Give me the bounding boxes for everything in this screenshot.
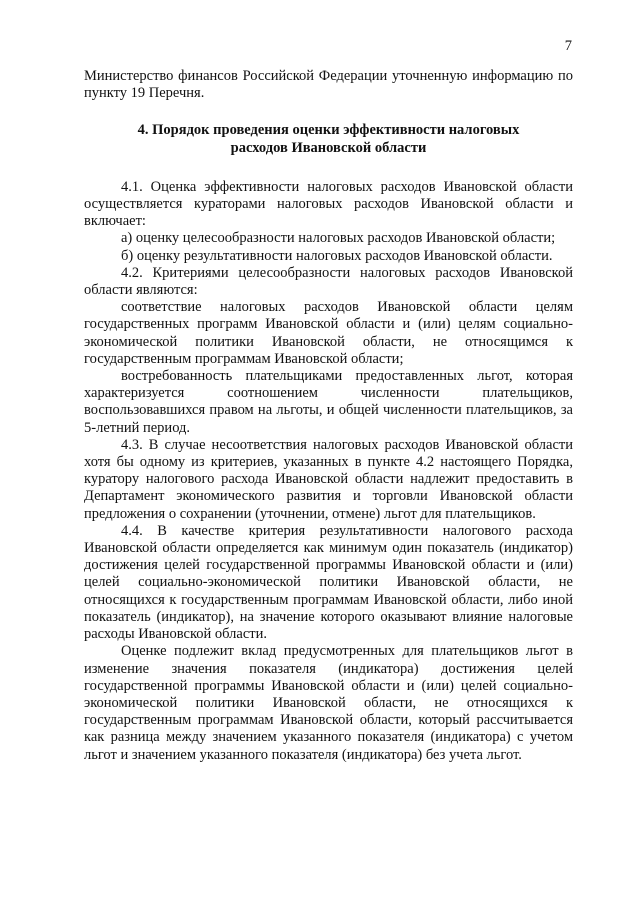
list-item-b: б) оценку результативности налоговых расходов Ивановской области.	[121, 247, 553, 264]
section-title-line-2: расходов Ивановской области	[230, 139, 427, 156]
page-number: 7	[564, 38, 572, 54]
criterion-demand: востребованность плательщиками предоставленных льгот, которая характеризуется соотношением численности плательщиков, воспользовавшихся правом на льготы, и общей численности плательщиков, за 5-летний период.	[84, 368, 573, 436]
paragraph-4-3: 4.3. В случае несоответствия налоговых расходов Ивановской области хотя бы одному из критериев, указанных в пункте 4.2 настоящего Порядка, куратору налогового расхода Ивановской области надлежит предоставить в Департамент экономического развития и торговли Ивановской области предложения о сохранении (уточнении, отмене) льгот для плательщиков.	[84, 436, 573, 522]
paragraph-4-2: 4.2. Критериями целесообразности налоговых расходов Ивановской области являются:	[84, 264, 573, 299]
intro-paragraph: Министерство финансов Российской Федерации уточненную информацию по пункту 19 Перечня.	[84, 68, 573, 102]
paragraph-assessment: Оценке подлежит вклад предусмотренных для плательщиков льгот в изменение значения показателя (индикатора) достижения целей государственной программы Ивановской области и (или) целей социально-экономической политики Ивановской области, не относящихся к государственным программам Ивановской области, который рассчитывается как разница между значением указанного показателя (индикатора) с учетом льгот и значением указанного показателя (индикатора) без учета льгот.	[84, 643, 573, 763]
list-item-a: а) оценку целесообразности налоговых расходов Ивановской области;	[121, 230, 556, 247]
section-heading	[84, 122, 573, 156]
page-content	[84, 68, 573, 764]
paragraph-4-1: 4.1. Оценка эффективности налоговых расходов Ивановской области осуществляется кураторами налоговых расходов Ивановской области и включает:	[84, 178, 573, 230]
section-title-line-1: 4. Порядок проведения оценки эффективности налоговых	[137, 122, 520, 139]
paragraph-4-4: 4.4. В качестве критерия результативности налогового расхода Ивановской области определяется как минимум один показатель (индикатор) достижения целей государственной программы Ивановской области и (или) целей социально-экономической политики Ивановской области, не относящихся к государственным программам Ивановской области, либо иной показатель (индикатор), на значение которого оказывают влияние налоговые расходы Ивановской области.	[84, 522, 573, 643]
criterion-correspondence: соответствие налоговых расходов Ивановской области целям государственных программ Ивановской области и (или) целям социально-экономической политики Ивановской области, не относящимся к государственным программам Ивановской области;	[84, 299, 573, 367]
